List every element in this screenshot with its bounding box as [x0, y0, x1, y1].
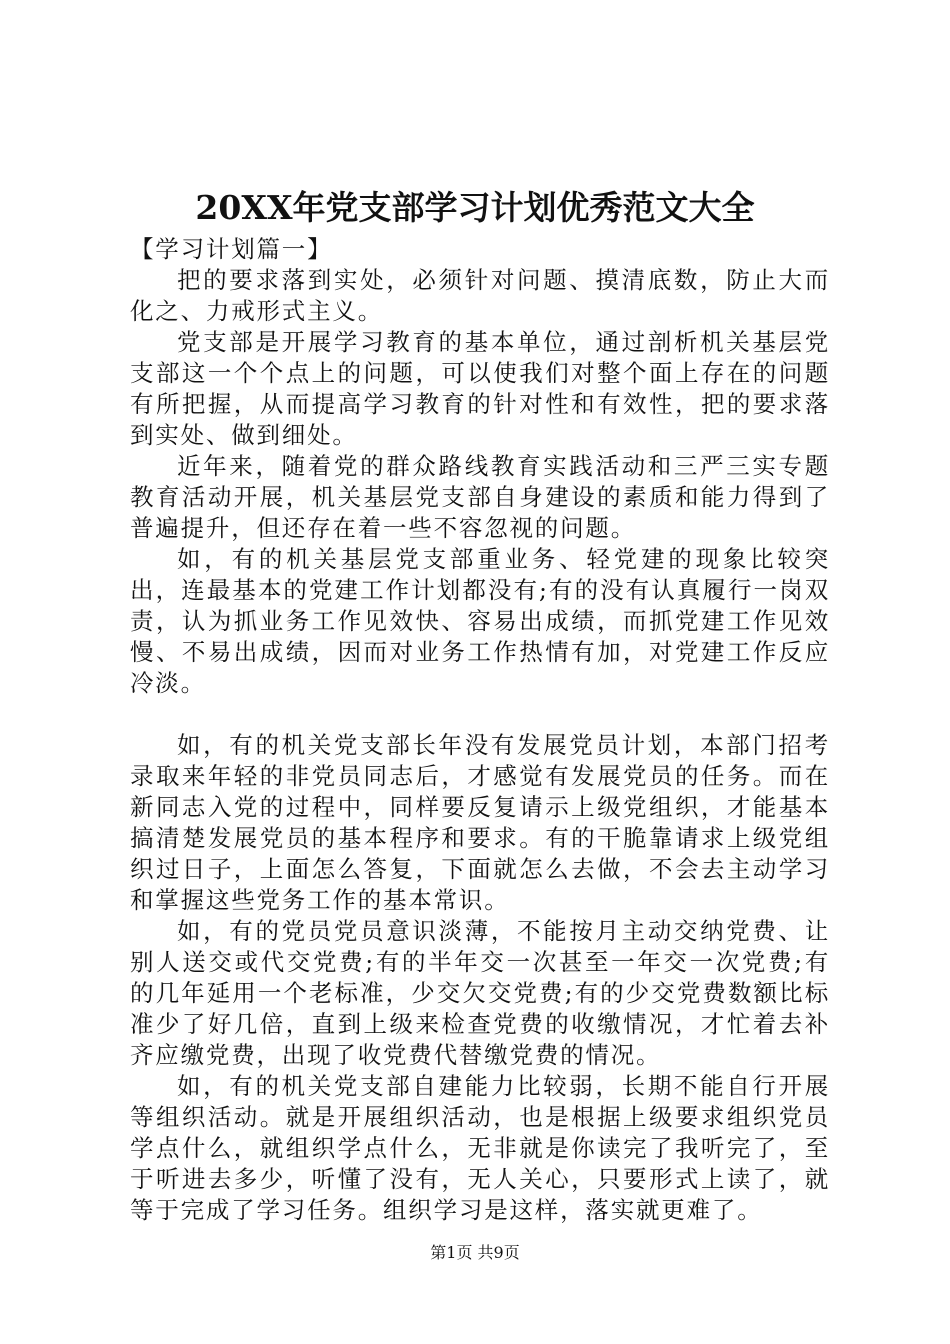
paragraph: 如，有的机关基层党支部重业务、轻党建的现象比较突出，连最基本的党建工作计划都没有;有的没有认真履行一岗双责，认为抓业务工作见效快、容易出成绩，而抓党建工作见效慢、不易出成绩，因而对业务工作热情有加，对党建工作反应冷淡。 — [130, 545, 830, 697]
paragraph: 如，有的党员党员意识淡薄，不能按月主动交纳党费、让别人送交或代交党费;有的半年交一次甚至一年交一次党费;有的几年延用一个老标准，少交欠交党费;有的少交党费数额比标准少了好几倍，直到上级来检查党费的收缴情况，才忙着去补齐应缴党费，出现了收党费代替缴党费的情况。 — [130, 917, 830, 1069]
document-title: 20XX年党支部学习计划优秀范文大全 — [195, 188, 755, 227]
paragraph: 如，有的机关党支部自建能力比较弱，长期不能自行开展等组织活动。就是开展组织活动，也是根据上级要求组织党员学点什么，就组织学点什么，无非就是你读完了我听完了，至于听进去多少，听懂了没有，无人关心，只要形式上读了，就等于完成了学习任务。组织学习是这样，落实就更难了。 — [130, 1072, 830, 1224]
paragraph: 党支部是开展学习教育的基本单位，通过剖析机关基层党支部这一个个点上的问题，可以使我们对整个面上存在的问题有所把握，从而提高学习教育的针对性和有效性，把的要求落到实处、做到细处。 — [130, 328, 830, 449]
paragraph: 近年来，随着党的群众路线教育实践活动和三严三实专题教育活动开展，机关基层党支部自身建设的素质和能力得到了普遍提升，但还存在着一些不容忽视的问题。 — [130, 452, 830, 542]
paragraph: 如，有的机关党支部长年没有发展党员计划，本部门招考录取来年轻的非党员同志后，才感觉有发展党员的任务。而在新同志入党的过程中，同样要反复请示上级党组织，才能基本搞清楚发展党员的基本程序和要求。有的干脆靠请求上级党组织过日子，上面怎么答复，下面就怎么去做，不会去主动学习和掌握这些党务工作的基本常识。 — [130, 731, 830, 914]
page-number-footer: 第1页 共9页 — [430, 1243, 520, 1262]
section-heading: 【学习计划篇一】 — [130, 235, 333, 263]
paragraph: 把的要求落到实处，必须针对问题、摸清底数，防止大而化之、力戒形式主义。 — [130, 266, 830, 325]
document-body — [130, 234, 830, 1226]
